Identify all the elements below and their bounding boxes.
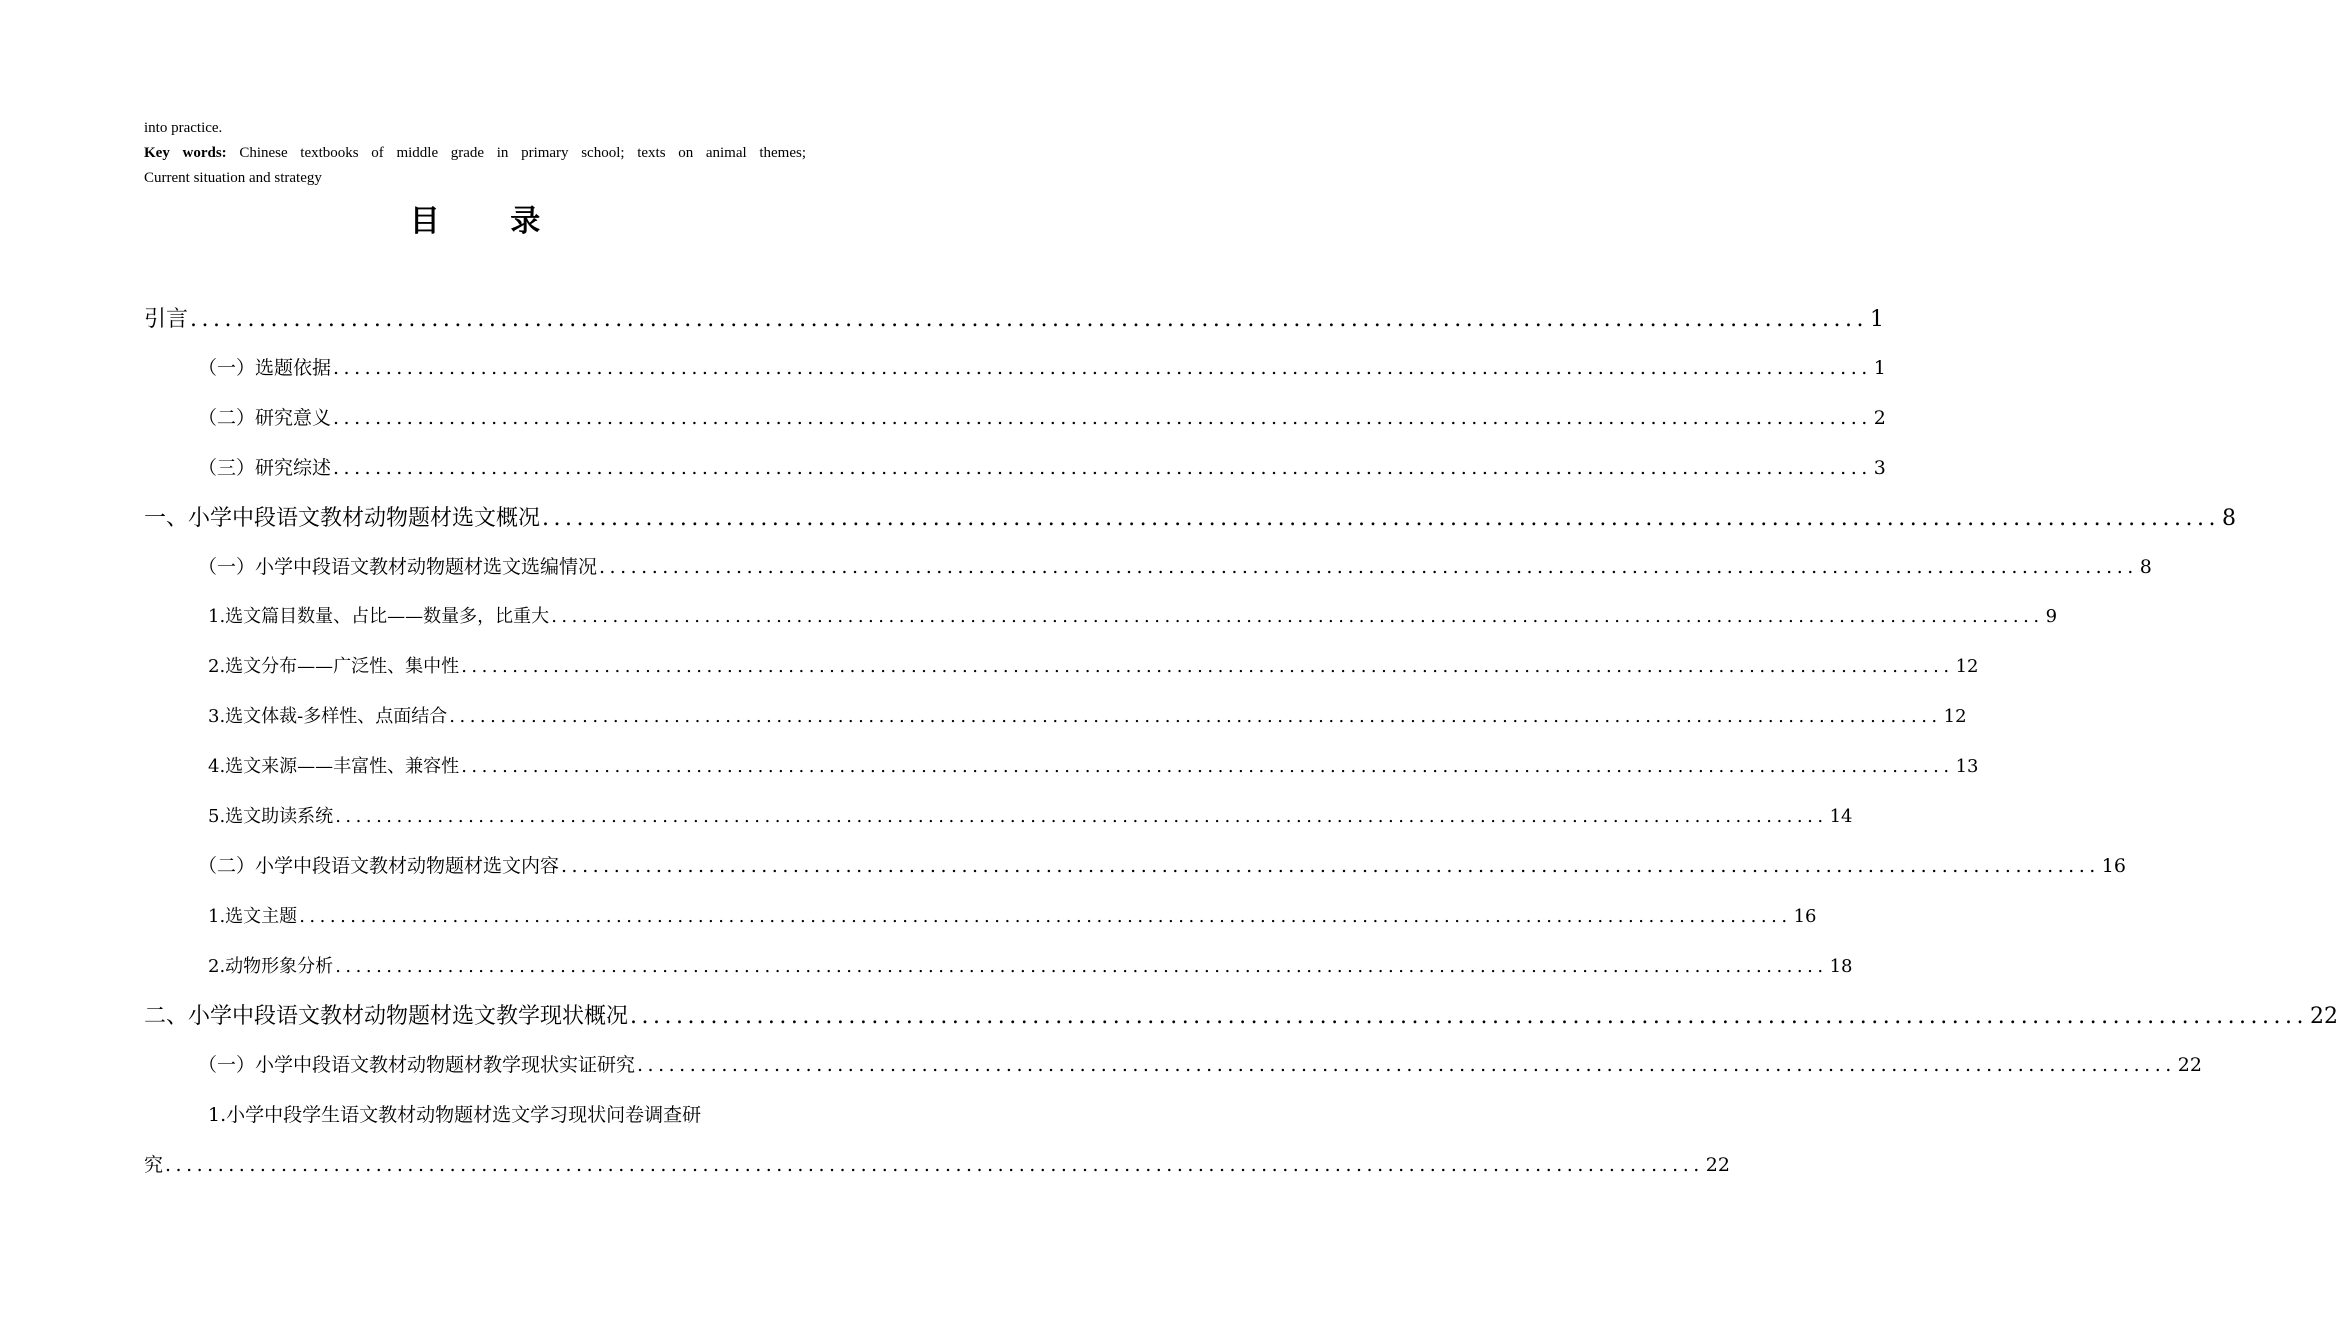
toc-entry[interactable] <box>208 652 1979 678</box>
toc-leader-dots: .................................................................................................................................................. <box>449 706 1942 727</box>
toc-page-number: 12 <box>1943 706 1967 727</box>
toc-page-number: 9 <box>2045 606 2058 627</box>
toc-leader-dots: .................................................................................................................................................. <box>335 956 1828 977</box>
toc-entry[interactable] <box>198 851 2126 878</box>
toc-entry[interactable] <box>144 1150 1730 1177</box>
toc-leader-dots: .................................................................................................................................................. <box>333 407 1872 429</box>
toc-leader-dots: .................................................................................................................................................. <box>333 457 1872 479</box>
keywords-line <box>144 141 806 165</box>
keywords-label: Key words: <box>144 145 227 161</box>
toc-entry-title: （三）研究综述 <box>198 457 332 479</box>
toc-page-number: 22 <box>2177 1054 2202 1076</box>
toc-entry-title-line1[interactable]: 1.小学中段学生语文教材动物题材选文学习现状问卷调查研 <box>208 1104 702 1126</box>
toc-entry[interactable] <box>208 702 1967 728</box>
toc-entry[interactable] <box>144 302 1885 333</box>
toc-entry[interactable] <box>198 1050 2202 1077</box>
toc-entry[interactable] <box>198 353 1886 380</box>
toc-entry-title: 3.选文体裁-多样性、点面结合 <box>208 706 448 727</box>
toc-entry-title: 引言 <box>144 307 189 332</box>
toc-entry[interactable] <box>198 453 1886 480</box>
keywords-text: Chinese textbooks of middle grade in primary school; texts on animal themes; <box>226 145 806 161</box>
toc-leader-dots: .................................................................................................................................................. <box>561 855 2100 877</box>
toc-entry-title: 一、小学中段语文教材动物题材选文概况 <box>144 506 541 531</box>
toc-entry-title: 2.选文分布——广泛性、集中性 <box>208 656 460 677</box>
keywords-text-continued: Current situation and strategy <box>144 170 322 186</box>
toc-leader-dots: .................................................................................................................................................. <box>165 1154 1704 1176</box>
toc-page-number: 14 <box>1829 806 1853 827</box>
toc-entry-title: （一）小学中段语文教材动物题材教学现状实证研究 <box>198 1054 636 1076</box>
toc-entry[interactable] <box>208 802 1853 828</box>
toc-page-number: 22 <box>2310 1004 2338 1029</box>
toc-page-number: 8 <box>2222 506 2237 531</box>
toc-page-number: 16 <box>1793 906 1817 927</box>
toc-entry[interactable] <box>208 952 1853 978</box>
toc-leader-dots: .................................................................................................................................................. <box>190 307 1869 332</box>
toc-entry-title: 2.动物形象分析 <box>208 956 334 977</box>
toc-leader-dots: .................................................................................................................................................. <box>551 606 2044 627</box>
toc-page-number: 22 <box>1705 1154 1730 1176</box>
toc-leader-dots: .................................................................................................................................................. <box>461 756 1954 777</box>
toc-entry-title: （二）研究意义 <box>198 407 332 429</box>
toc-entry[interactable] <box>198 403 1886 430</box>
toc-page-number: 8 <box>2139 556 2152 578</box>
toc-entry[interactable] <box>208 752 1979 778</box>
toc-entry-title: 4.选文来源——丰富性、兼容性 <box>208 756 460 777</box>
toc-leader-dots: .................................................................................................................................................. <box>637 1054 2176 1076</box>
toc-entry-title: （一）选题依据 <box>198 357 332 379</box>
abstract-trailing-text: into practice. <box>144 120 223 136</box>
toc-leader-dots: .................................................................................................................................................. <box>333 357 1872 379</box>
toc-page-number: 1 <box>1870 307 1885 332</box>
toc-page-number: 2 <box>1873 407 1886 429</box>
toc-leader-dots: .................................................................................................................................................. <box>335 806 1828 827</box>
toc-entry[interactable] <box>144 501 2237 532</box>
toc-page-number: 3 <box>1873 457 1886 479</box>
toc-title: 目 录 <box>409 204 571 239</box>
toc-entry[interactable] <box>208 902 1817 928</box>
toc-entry-title: 1.选文篇目数量、占比——数量多，比重大 <box>208 606 550 627</box>
toc-entry[interactable] <box>208 602 2058 628</box>
toc-leader-dots: .................................................................................................................................................. <box>630 1004 2309 1029</box>
toc-entry-title: （二）小学中段语文教材动物题材选文内容 <box>198 855 560 877</box>
toc-entry[interactable] <box>198 552 2152 579</box>
toc-leader-dots: .................................................................................................................................................. <box>461 656 1954 677</box>
toc-leader-dots: .................................................................................................................................................. <box>542 506 2221 531</box>
toc-leader-dots: .................................................................................................................................................. <box>299 906 1792 927</box>
toc-leader-dots: .................................................................................................................................................. <box>599 556 2138 578</box>
toc-entry-title: （一）小学中段语文教材动物题材选文选编情况 <box>198 556 598 578</box>
toc-page-number: 16 <box>2101 855 2126 877</box>
toc-entry-title: 1.选文主题 <box>208 906 298 927</box>
toc-entry-title: 5.选文助读系统 <box>208 806 334 827</box>
toc-entry-title-line2: 究 <box>144 1154 164 1176</box>
toc-entry[interactable] <box>144 999 2338 1030</box>
toc-entry-title: 二、小学中段语文教材动物题材选文教学现状概况 <box>144 1004 629 1029</box>
toc-page-number: 1 <box>1873 357 1886 379</box>
toc-page-number: 13 <box>1955 756 1979 777</box>
toc-page-number: 18 <box>1829 956 1853 977</box>
toc-page-number: 12 <box>1955 656 1979 677</box>
